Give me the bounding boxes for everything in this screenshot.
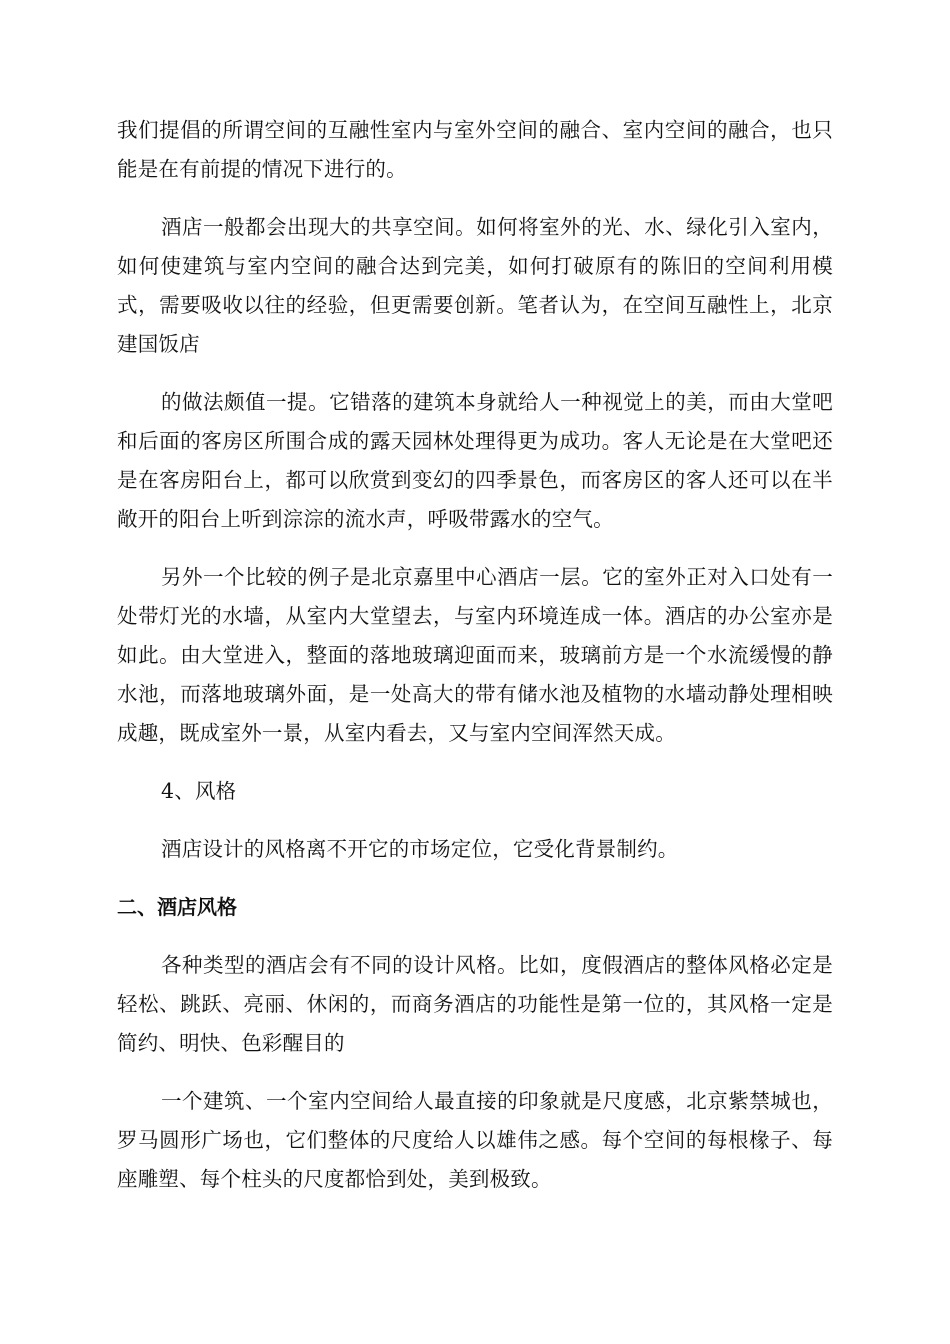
paragraph-3: 的做法颇值一提。它错落的建筑本身就给人一种视觉上的美，而由大堂吧和后面的客房区所围合成的露天园林处理得更为成功。客人无论是在大堂吧还是在客房阳台上，都可以欣赏到变幻的四季景色，而客房区的客人还可以在半敞开的阳台上听到淙淙的流水声，呼吸带露水的空气。 xyxy=(117,390,833,531)
paragraph-1: 我们提倡的所谓空间的互融性室内与室外空间的融合、室内空间的融合，也只能是在有前提的情况下进行的。 xyxy=(117,118,833,181)
paragraph-2: 酒店一般都会出现大的共享空间。如何将室外的光、水、绿化引入室内，如何使建筑与室内空间的融合达到完美，如何打破原有的陈旧的空间利用模式，需要吸收以往的经验，但更需要创新。笔者认为，在空间互融性上，北京建国饭店 xyxy=(117,215,833,356)
paragraph-4: 另外一个比较的例子是北京嘉里中心酒店一层。它的室外正对入口处有一处带灯光的水墙，从室内大堂望去，与室内环境连成一体。酒店的办公室亦是如此。由大堂进入，整面的落地玻璃迎面而来，玻璃前方是一个水流缓慢的静水池，而落地玻璃外面，是一处高大的带有储水池及植物的水墙动静处理相映成趣，既成室外一景，从室内看去，又与室内空间浑然天成。 xyxy=(117,565,833,745)
paragraph-7: 一个建筑、一个室内空间给人最直接的印象就是尺度感，北京紫禁城也，罗马圆形广场也，它们整体的尺度给人以雄伟之感。每个空间的每根椽子、每座雕塑、每个柱头的尺度都恰到处，美到极致。 xyxy=(117,1089,833,1191)
paragraph-5: 酒店设计的风格离不开它的市场定位，它受化背景制约。 xyxy=(161,837,679,861)
section-heading-hotel-style: 二、酒店风格 xyxy=(117,895,237,919)
section-heading-style: 4、风格 xyxy=(161,779,237,803)
paragraph-6: 各种类型的酒店会有不同的设计风格。比如，度假酒店的整体风格必定是轻松、跳跃、亮丽、休闲的，而商务酒店的功能性是第一位的，其风格一定是简约、明快、色彩醒目的 xyxy=(117,953,833,1055)
document-body xyxy=(117,111,833,1218)
